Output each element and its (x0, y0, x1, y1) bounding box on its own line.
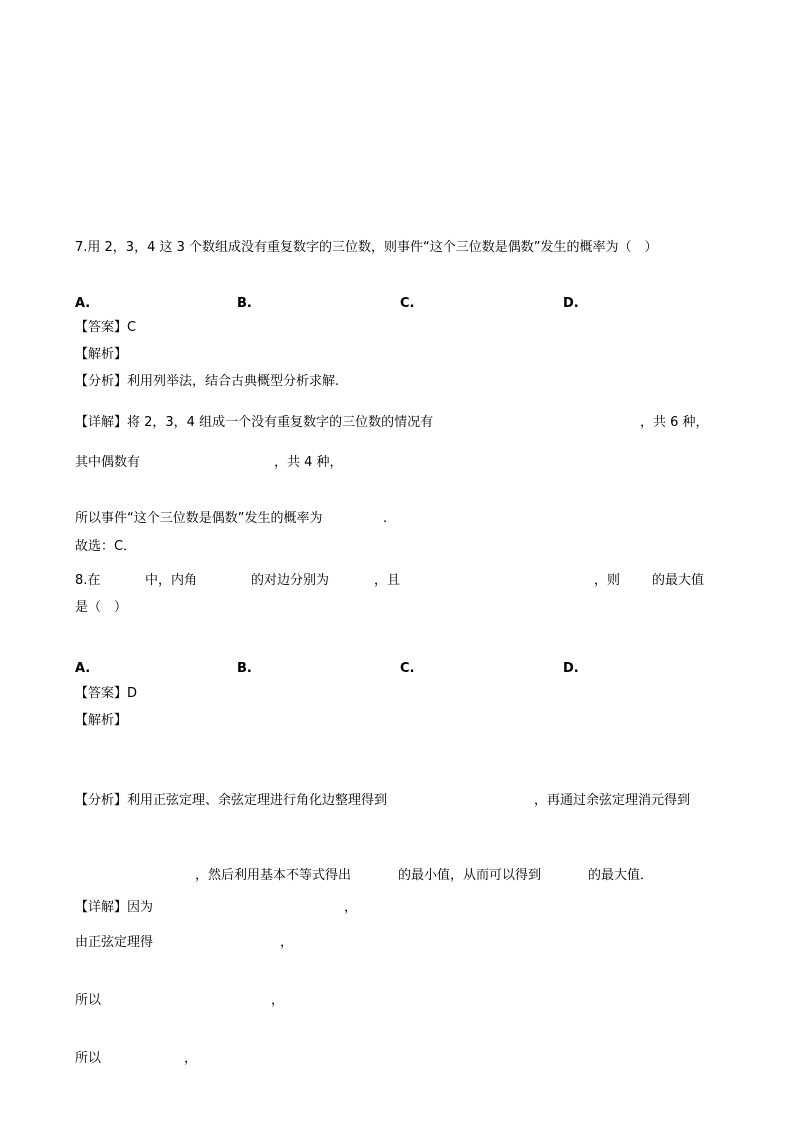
q8-therefore-2: 所以 (75, 1051, 102, 1066)
q7-detail-count: ，共 6 种， (640, 415, 709, 430)
q7-analysis: 【分析】利用列举法，结合古典概型分析求解. (75, 374, 340, 389)
q7-option-b: B. (237, 296, 252, 311)
q8-option-a: A. (75, 661, 91, 676)
q8-therefore-1: 所以 (75, 993, 102, 1008)
q8-stem-part4: ，且 (374, 573, 401, 588)
q8-analysis-part3: ，然后利用基本不等式得出 (195, 868, 352, 883)
q8-stem-part6: 的最大值 (652, 573, 705, 588)
q8-therefore-2-comma: ， (184, 1051, 198, 1066)
q8-jiexi-label: 【解析】 (75, 713, 128, 728)
q8-answer: 【答案】D (75, 686, 138, 701)
q7-even-text: 其中偶数有 (75, 455, 141, 470)
q8-analysis-part1: 【分析】利用正弦定理、余弦定理进行角化边整理得到 (75, 793, 388, 808)
q7-jiexi-label: 【解析】 (75, 347, 128, 362)
q8-analysis-part2: ，再通过余弦定理消元得到 (534, 793, 691, 808)
q8-analysis-part5: 的最大值． (588, 868, 654, 883)
q7-detail-text: 【详解】将 2，3，4 组成一个没有重复数字的三位数的情况有 (75, 415, 434, 430)
q8-detail-text: 【详解】因为 (75, 900, 154, 915)
q8-sine-rule-comma: ， (280, 935, 294, 950)
q7-probability-end: . (383, 511, 388, 526)
q7-option-d: D. (563, 296, 579, 311)
q8-option-c: C. (400, 661, 415, 676)
q7-probability-text: 所以事件“这个三位数是偶数”发生的概率为 (75, 511, 323, 526)
q7-option-a: A. (75, 296, 91, 311)
q7-option-c: C. (400, 296, 415, 311)
q7-choose: 故选：C． (75, 539, 137, 554)
q8-option-b: B. (237, 661, 252, 676)
q8-option-d: D. (563, 661, 579, 676)
q8-stem-part1: 8.在 (75, 573, 101, 588)
q7-even-count: ，共 4 种， (274, 455, 343, 470)
q7-stem: 7.用 2，3，4 这 3 个数组成没有重复数字的三位数，则事件“这个三位数是偶数”发生的概率为（ ） (75, 240, 658, 255)
q8-stem-part3: 的对边分别为 (251, 573, 330, 588)
q8-sine-rule-text: 由正弦定理得 (75, 935, 154, 950)
q8-stem-part5: ，则 (594, 573, 621, 588)
q8-detail-comma: ， (344, 900, 358, 915)
q8-analysis-part4: 的最小值，从而可以得到 (398, 868, 542, 883)
q7-answer: 【答案】C (75, 320, 137, 335)
q8-stem-part2: 中，内角 (145, 573, 198, 588)
q8-therefore-1-comma: ， (271, 993, 285, 1008)
q8-stem-line2: 是（ ） (75, 600, 128, 615)
